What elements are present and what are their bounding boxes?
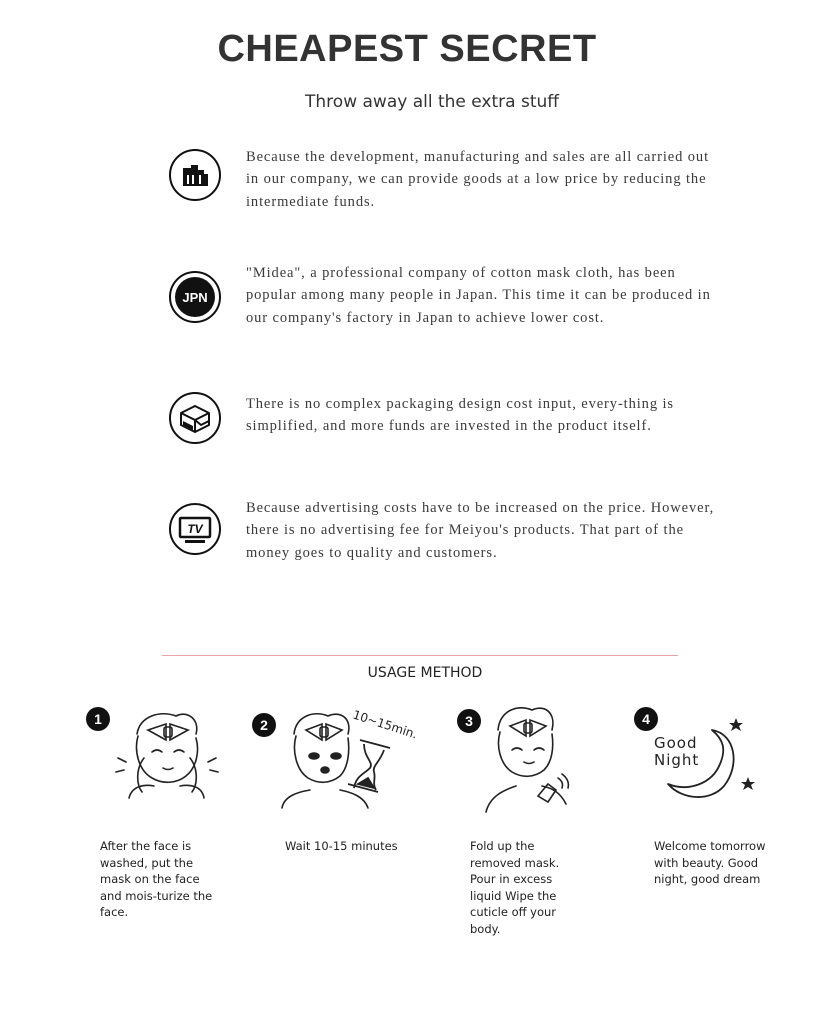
- feature-text: There is no complex packaging design cost input, every-thing is simplified, and more funds are invested in the product itself.: [246, 396, 674, 435]
- svg-text:4: 4: [642, 711, 650, 727]
- usage-step-4: [632, 700, 812, 830]
- factory-icon: [168, 148, 222, 202]
- step-number-4-badge: [634, 707, 658, 731]
- good-label: Good: [654, 734, 698, 752]
- usage-step-2: [252, 700, 432, 830]
- tv-label: TV: [187, 522, 203, 536]
- step-caption-2: Wait 10-15 minutes: [285, 839, 398, 853]
- star-icon: [729, 718, 743, 731]
- usage-step-1: [84, 700, 264, 830]
- step-caption-4: Welcome tomorrow with beauty. Good night, good dream: [654, 839, 766, 886]
- step-number-3-badge: [457, 709, 481, 733]
- svg-text:3: 3: [465, 713, 473, 729]
- face-patting-illustration: [116, 714, 218, 798]
- sheet-mask-face-illustration: [282, 714, 368, 808]
- page-subtitle: Throw away all the extra stuff: [305, 92, 559, 112]
- feature-text: Because the development, manufacturing and sales are all carried out in our company, we can provide goods at a low price by reducing the intermediate funds.: [246, 149, 710, 210]
- hourglass-icon: [348, 740, 390, 792]
- step-caption-3: Fold up the removed mask. Pour in excess liquid Wipe the cuticle off your body.: [470, 839, 560, 936]
- night-label: Night: [654, 751, 700, 769]
- section-divider: [162, 655, 678, 656]
- usage-title: USAGE METHOD: [367, 665, 483, 681]
- tv-icon: [168, 502, 222, 556]
- svg-text:1: 1: [94, 711, 102, 727]
- step-caption-1: After the face is washed, put the mask on the face and mois-turize the face.: [100, 839, 213, 919]
- timer-label: 10~15min.: [351, 707, 420, 742]
- feature-text: "Midea", a professional company of cotton mask cloth, has been popular among many people in Japan. This time it can be produced in our company's factory in Japan to achieve lower cost.: [246, 265, 711, 326]
- star-icon: [741, 777, 755, 790]
- jpn-label: JPN: [182, 290, 208, 305]
- wiping-body-illustration: [486, 708, 568, 812]
- svg-text:2: 2: [260, 717, 268, 733]
- usage-step-3: [456, 700, 636, 830]
- page-title: CHEAPEST SECRET: [217, 28, 597, 70]
- step-number-1-badge: [86, 707, 110, 731]
- jpn-badge-icon: [168, 270, 222, 324]
- box-icon: [168, 391, 222, 445]
- feature-text: Because advertising costs have to be increased on the price. However, there is no advertising fee for Meiyou's products. That part of the money goes to quality and customers.: [246, 500, 715, 561]
- step-number-2-badge: [252, 713, 276, 737]
